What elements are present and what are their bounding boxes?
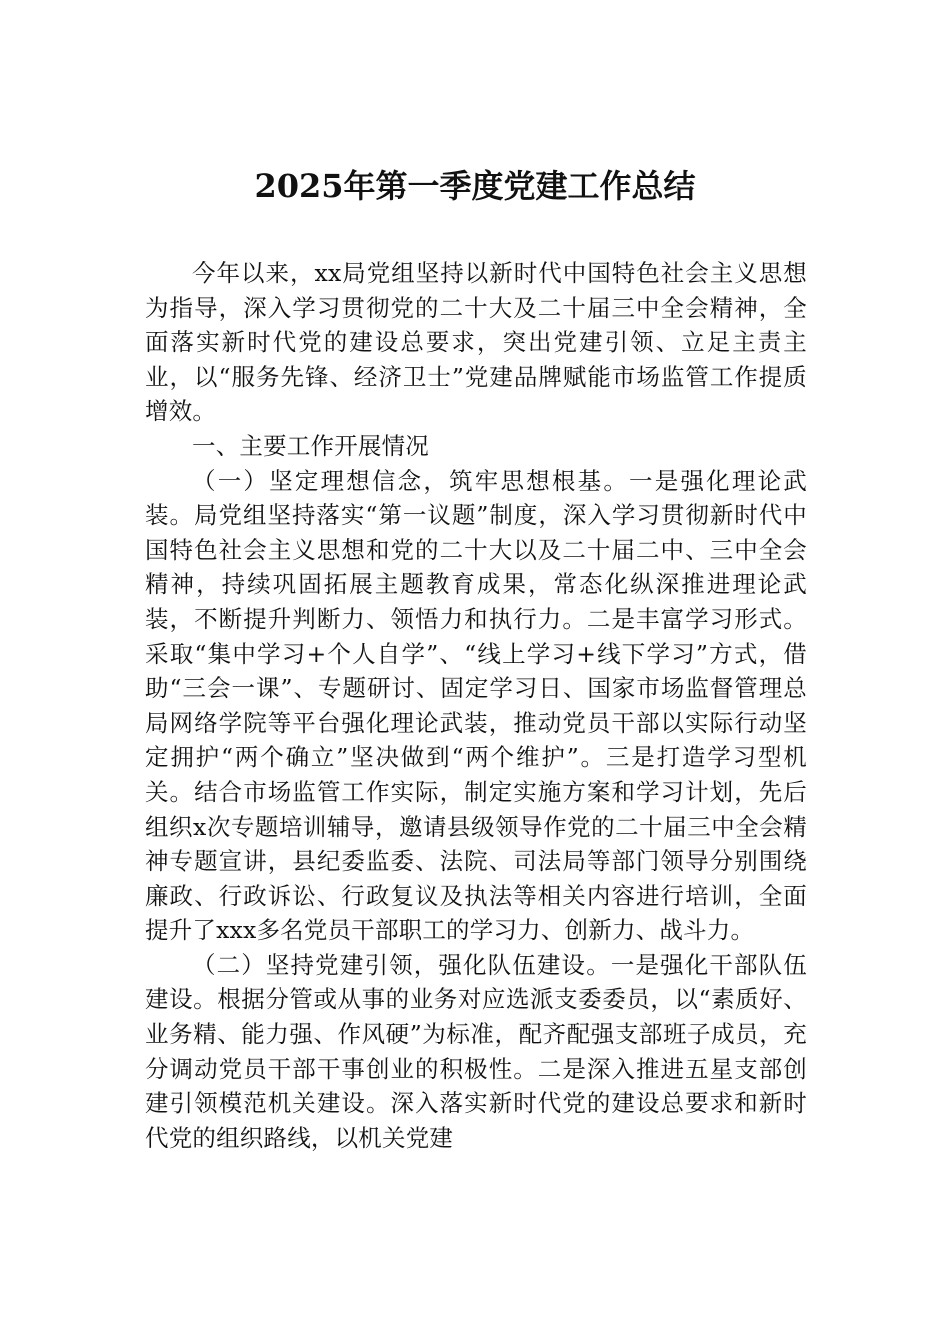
- document-title: 2025年第一季度党建工作总结: [254, 167, 696, 205]
- item-1-paragraph: （一）坚定理想信念，筑牢思想根基。一是强化理论武装。局党组坚持落实“第一议题”制度，深入学习贯彻新时代中国特色社会主义思想和党的二十大以及二十届二中、三中全会精神，持续巩固拓展主题教育成果，常态化纵深推进理论武装，不断提升判断力、领悟力和执行力。二是丰富学习形式。采取“集中学习+个人自学”、“线上学习+线下学习”方式，借助“三会一课”、专题研讨、固定学习日、国家市场监督管理总局网络学院等平台强化理论武装，推动党员干部以实际行动坚定拥护“两个确立”坚决做到“两个维护”。三是打造学习型机关。结合市场监管工作实际，制定实施方案和学习计划，先后组织x次专题培训辅导，邀请县级领导作党的二十届三中全会精神专题宣讲，县纪委监委、法院、司法局等部门领导分别围绕廉政、行政诉讼、行政复议及执法等相关内容进行培训，全面提升了xxx多名党员干部职工的学习力、创新力、战斗力。: [145, 466, 807, 945]
- section-heading: 一、主要工作开展情况: [192, 431, 429, 460]
- document-body: [145, 256, 807, 1155]
- item-2-paragraph: （二）坚持党建引领，强化队伍建设。一是强化干部队伍建设。根据分管或从事的业务对应选派支委委员，以“素质好、业务精、能力强、作风硬”为标准，配齐配强支部班子成员，充分调动党员干部干事创业的积极性。二是深入推进五星支部创建引领模范机关建设。深入落实新时代党的建设总要求和新时代党的组织路线，以机关党建: [145, 950, 807, 1152]
- intro-paragraph: 今年以来，xx局党组坚持以新时代中国特色社会主义思想为指导，深入学习贯彻党的二十大及二十届三中全会精神，全面落实新时代党的建设总要求，突出党建引领、立足主责主业，以“服务先锋、经济卫士”党建品牌赋能市场监管工作提质增效。: [145, 259, 807, 426]
